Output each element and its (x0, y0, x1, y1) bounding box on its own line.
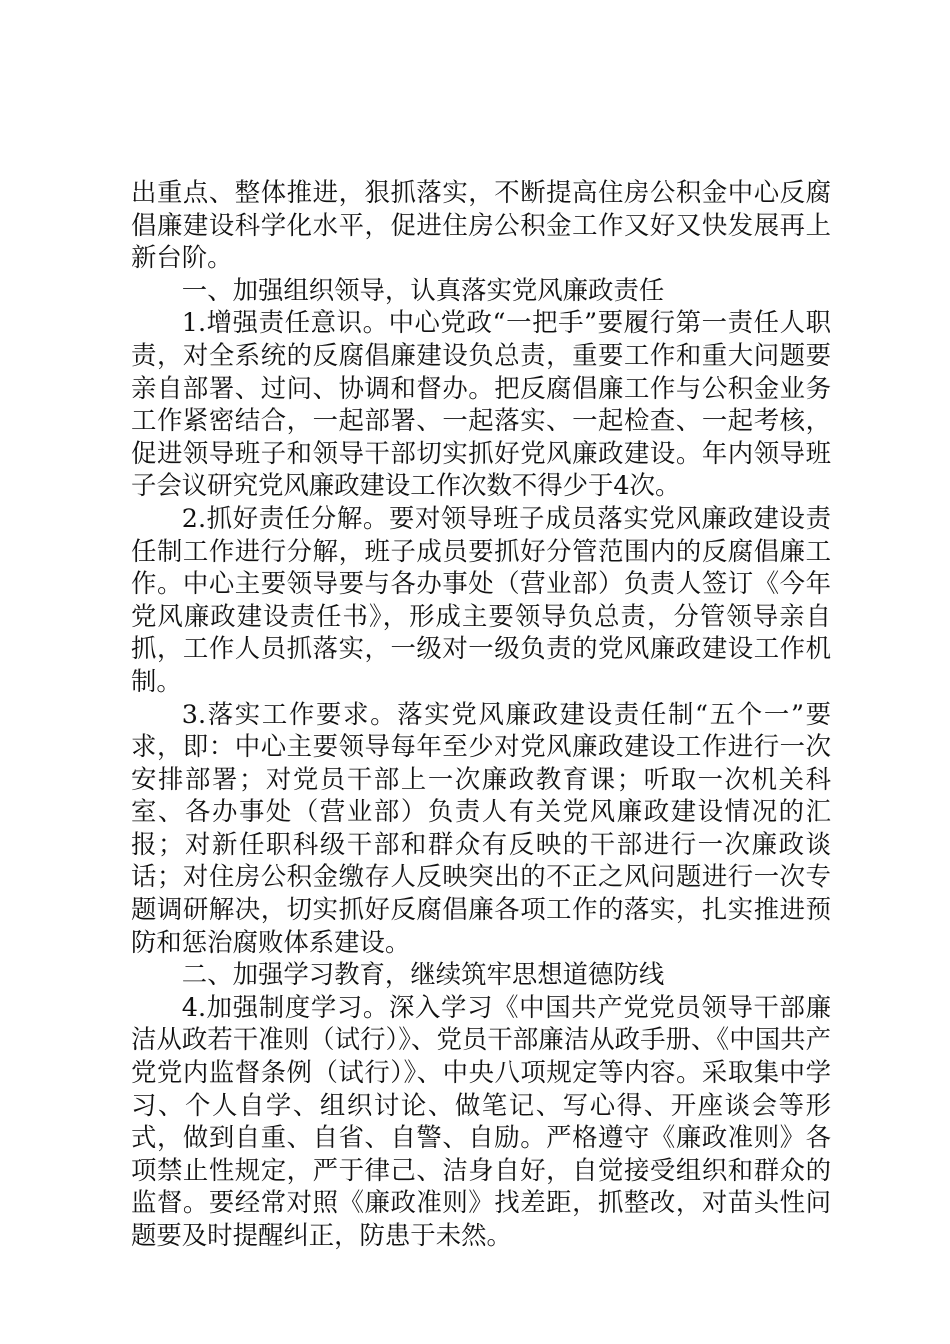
section-heading-2: 二、加强学习教育，继续筑牢思想道德防线 (181, 959, 665, 990)
paragraph-continuation: 出重点、整体推进，狠抓落实，不断提高住房公积金中心反腐倡廉建设科学化水平，促进住房公积金工作又好又快发展再上新台阶。 (131, 177, 831, 273)
paragraph-item-4: 4.加强制度学习。深入学习《中国共产党党员领导干部廉洁从政若干准则（试行）》、党员干部廉洁从政手册、《中国共产党党内监督条例（试行）》、中央八项规定等内容。采取集中学习、个人自学、组织讨论、做笔记、写心得、开座谈会等形式，做到自重、自省、自警、自励。严格遵守《廉政准则》各项禁止性规定，严于律己、洁身自好，自觉接受组织和群众的监督。要经常对照《廉政准则》找差距，抓整改，对苗头性问题要及时提醒纠正，防患于未然。 (131, 991, 831, 1250)
paragraph-item-2: 2.抓好责任分解。要对领导班子成员落实党风廉政建设责任制工作进行分解，班子成员要抓好分管范围内的反腐倡廉工作。中心主要领导要与各办事处（营业部）负责人签订《今年党风廉政建设责任书》，形成主要领导负总责，分管领导亲自抓，工作人员抓落实，一级对一级负责的党风廉政建设工作机制。 (131, 502, 831, 696)
paragraph-item-1: 1.增强责任意识。中心党政“一把手”要履行第一责任人职责，对全系统的反腐倡廉建设负总责，重要工作和重大问题要亲自部署、过问、协调和督办。把反腐倡廉工作与公积金业务工作紧密结合，一起部署、一起落实、一起检查、一起考核，促进领导班子和领导干部切实抓好党风廉政建设。年内领导班子会议研究党风廉政建设工作次数不得少于4次。 (131, 307, 831, 501)
document-page (131, 176, 831, 1252)
section-heading-1: 一、加强组织领导，认真落实党风廉政责任 (181, 274, 665, 305)
paragraph-item-3: 3.落实工作要求。落实党风廉政建设责任制“五个一”要求，即：中心主要领导每年至少对党风廉政建设工作进行一次安排部署；对党员干部上一次廉政教育课；听取一次机关科室、各办事处（营业部）负责人有关党风廉政建设情况的汇报；对新任职科级干部和群众有反映的干部进行一次廉政谈话；对住房公积金缴存人反映突出的不正之风问题进行一次专题调研解决，切实抓好反腐倡廉各项工作的落实，扎实推进预防和惩治腐败体系建设。 (131, 698, 831, 957)
